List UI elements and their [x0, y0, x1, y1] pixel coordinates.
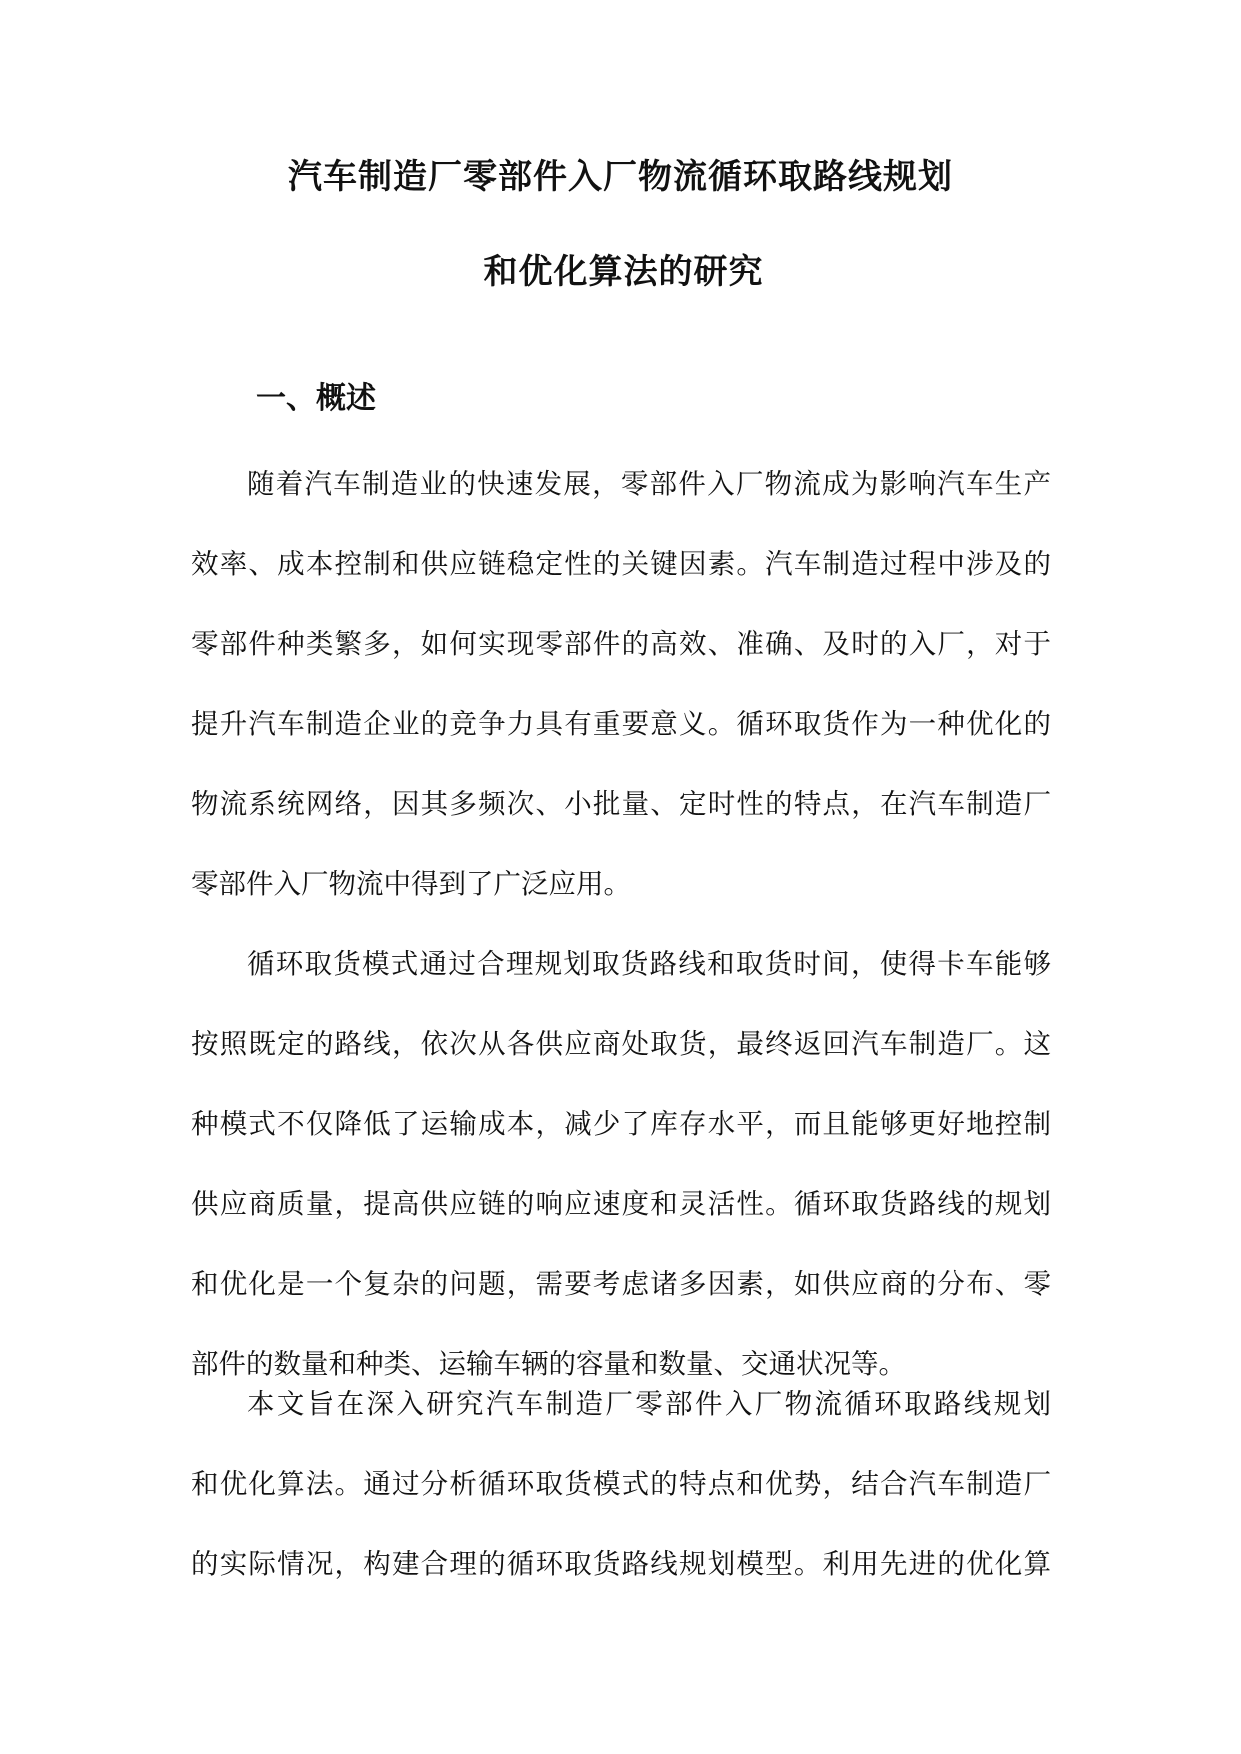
- paragraph-line: 部件的数量和种类、运输车辆的容量和数量、交通状况等。: [191, 1348, 906, 1380]
- paragraph-line: 零部件种类繁多，如何实现零部件的高效、准确、及时的入厂，对于: [191, 628, 1051, 660]
- paragraph-line: 物流系统网络，因其多频次、小批量、定时性的特点，在汽车制造厂: [191, 788, 1051, 820]
- paragraph-line: 种模式不仅降低了运输成本，减少了库存水平，而且能够更好地控制: [191, 1108, 1051, 1140]
- paragraph-line: 本文旨在深入研究汽车制造厂零部件入厂物流循环取路线规划: [247, 1388, 1051, 1420]
- paragraph-line: 循环取货模式通过合理规划取货路线和取货时间，使得卡车能够: [247, 948, 1051, 980]
- paragraph-line: 按照既定的路线，依次从各供应商处取货，最终返回汽车制造厂。这: [191, 1028, 1051, 1060]
- document-title-line-2: 和优化算法的研究: [483, 252, 764, 292]
- paragraph-line: 随着汽车制造业的快速发展，零部件入厂物流成为影响汽车生产: [247, 468, 1051, 500]
- paragraph-line: 和优化是一个复杂的问题，需要考虑诸多因素，如供应商的分布、零: [191, 1268, 1051, 1300]
- paragraph-line: 效率、成本控制和供应链稳定性的关键因素。汽车制造过程中涉及的: [191, 548, 1051, 580]
- paragraph-line: 的实际情况，构建合理的循环取货路线规划模型。利用先进的优化算: [191, 1548, 1051, 1580]
- paragraph-line: 和优化算法。通过分析循环取货模式的特点和优势，结合汽车制造厂: [191, 1468, 1051, 1500]
- paragraph-line: 提升汽车制造企业的竞争力具有重要意义。循环取货作为一种优化的: [191, 708, 1051, 740]
- paragraph-2: [191, 924, 1051, 1404]
- paragraph-line: 供应商质量，提高供应链的响应速度和灵活性。循环取货路线的规划: [191, 1188, 1051, 1220]
- paragraph-1: [191, 444, 1051, 924]
- paragraph-3: [191, 1364, 1051, 1604]
- document-title-line-1: 汽车制造厂零部件入厂物流循环取路线规划: [288, 157, 953, 197]
- paragraph-line: 零部件入厂物流中得到了广泛应用。: [191, 868, 631, 900]
- section-heading: 一、概述: [256, 381, 376, 416]
